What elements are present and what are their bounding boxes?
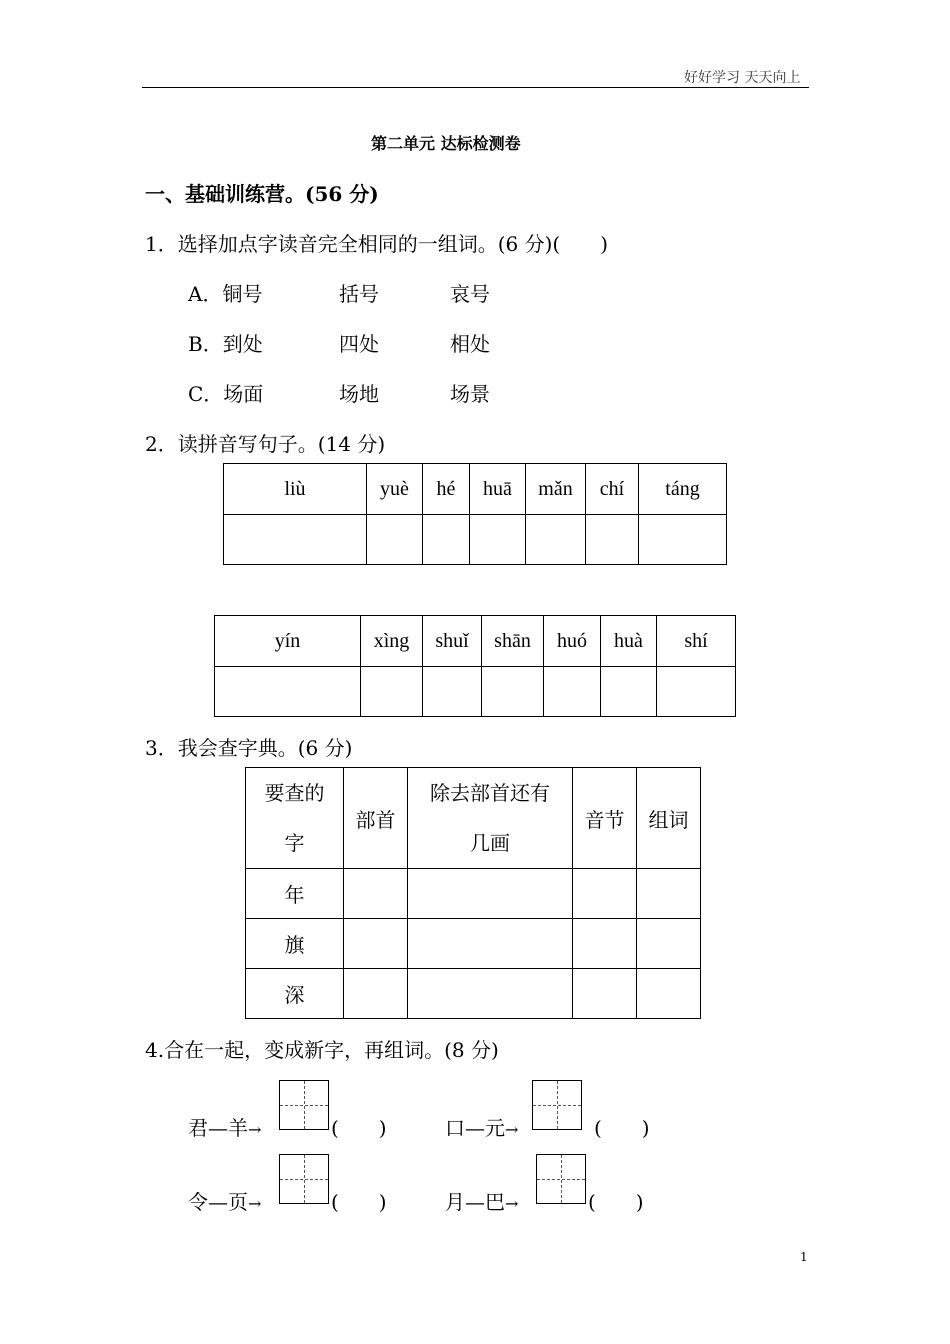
answer-cell[interactable]: [408, 969, 573, 1019]
char-cell: 旗: [246, 919, 344, 969]
pinyin-cell: shí: [657, 616, 736, 667]
answer-cell[interactable]: [408, 919, 573, 969]
header-words: 组词: [637, 768, 701, 869]
word-paren[interactable]: ( ): [331, 1190, 387, 1214]
answer-cell[interactable]: [637, 919, 701, 969]
answer-cell[interactable]: [423, 667, 482, 717]
answer-cell[interactable]: [586, 515, 639, 565]
pinyin-cell: liù: [224, 464, 367, 515]
answer-cell[interactable]: [637, 869, 701, 919]
combine-item-1: 君—羊→: [188, 1116, 262, 1140]
pinyin-cell: táng: [639, 464, 727, 515]
answer-cell[interactable]: [361, 667, 423, 717]
option-c-word2: 场地: [339, 382, 379, 406]
pinyin-cell: yuè: [367, 464, 423, 515]
answer-cell[interactable]: [639, 515, 727, 565]
option-a-word3: 哀号: [450, 282, 490, 306]
header-char: 要查的 字: [246, 768, 344, 869]
answer-cell[interactable]: [544, 667, 601, 717]
answer-cell[interactable]: [423, 515, 470, 565]
answer-cell[interactable]: [215, 667, 361, 717]
pinyin-cell: huà: [601, 616, 657, 667]
pinyin-cell: mǎn: [526, 464, 586, 515]
option-b-word3: 相处: [450, 332, 490, 356]
answer-cell[interactable]: [601, 667, 657, 717]
header-strokes: 除去部首还有 几画: [408, 768, 573, 869]
answer-cell[interactable]: [344, 919, 408, 969]
word-paren[interactable]: ( ): [594, 1116, 650, 1140]
option-a-word2: 括号: [339, 282, 379, 306]
answer-cell[interactable]: [573, 969, 637, 1019]
question-4: 4.合在一起，变成新字，再组词。(8 分): [145, 1038, 499, 1062]
page-number: 1: [800, 1250, 808, 1264]
header-rule: [142, 87, 809, 88]
option-b-word2: 四处: [339, 332, 379, 356]
header-text: 好好学习 天天向上: [684, 70, 801, 86]
pinyin-table-1: [223, 463, 727, 565]
answer-cell[interactable]: [573, 919, 637, 969]
option-c-word3: 场景: [450, 382, 490, 406]
answer-cell[interactable]: [470, 515, 526, 565]
pinyin-cell: huā: [470, 464, 526, 515]
question-3: 3．我会查字典。(6 分): [145, 736, 353, 760]
answer-cell[interactable]: [224, 515, 367, 565]
answer-cell[interactable]: [482, 667, 544, 717]
pinyin-cell: shān: [482, 616, 544, 667]
pinyin-cell: xìng: [361, 616, 423, 667]
pinyin-table-2: [214, 615, 736, 717]
char-box[interactable]: [532, 1080, 582, 1130]
char-box[interactable]: [536, 1154, 586, 1204]
section-heading: 一、基础训练营。(56 分): [145, 182, 379, 206]
question-1: 1．选择加点字读音完全相同的一组词。(6 分)( ): [145, 232, 609, 256]
answer-cell[interactable]: [408, 869, 573, 919]
pinyin-cell: shuǐ: [423, 616, 482, 667]
option-b: B．到处: [188, 332, 263, 356]
option-a: A．铜号: [188, 282, 263, 306]
char-box[interactable]: [279, 1080, 329, 1130]
answer-cell[interactable]: [344, 969, 408, 1019]
word-paren[interactable]: ( ): [331, 1116, 387, 1140]
combine-item-2: 口—元→: [445, 1116, 519, 1140]
answer-cell[interactable]: [657, 667, 736, 717]
combine-item-4: 月—巴→: [445, 1190, 519, 1214]
pinyin-cell: hé: [423, 464, 470, 515]
page-title: 第二单元 达标检测卷: [371, 134, 521, 153]
char-cell: 深: [246, 969, 344, 1019]
question-2: 2．读拼音写句子。(14 分): [145, 432, 386, 456]
dictionary-table: [245, 767, 701, 1019]
word-paren[interactable]: ( ): [588, 1190, 644, 1214]
combine-item-3: 令—页→: [188, 1190, 262, 1214]
answer-cell[interactable]: [573, 869, 637, 919]
answer-cell[interactable]: [637, 969, 701, 1019]
pinyin-cell: yín: [215, 616, 361, 667]
answer-cell[interactable]: [367, 515, 423, 565]
pinyin-cell: huó: [544, 616, 601, 667]
pinyin-cell: chí: [586, 464, 639, 515]
answer-cell[interactable]: [526, 515, 586, 565]
answer-cell[interactable]: [344, 869, 408, 919]
char-box[interactable]: [279, 1154, 329, 1204]
option-c: C．场面: [188, 382, 264, 406]
header-radical: 部首: [344, 768, 408, 869]
header-syllable: 音节: [573, 768, 637, 869]
char-cell: 年: [246, 869, 344, 919]
